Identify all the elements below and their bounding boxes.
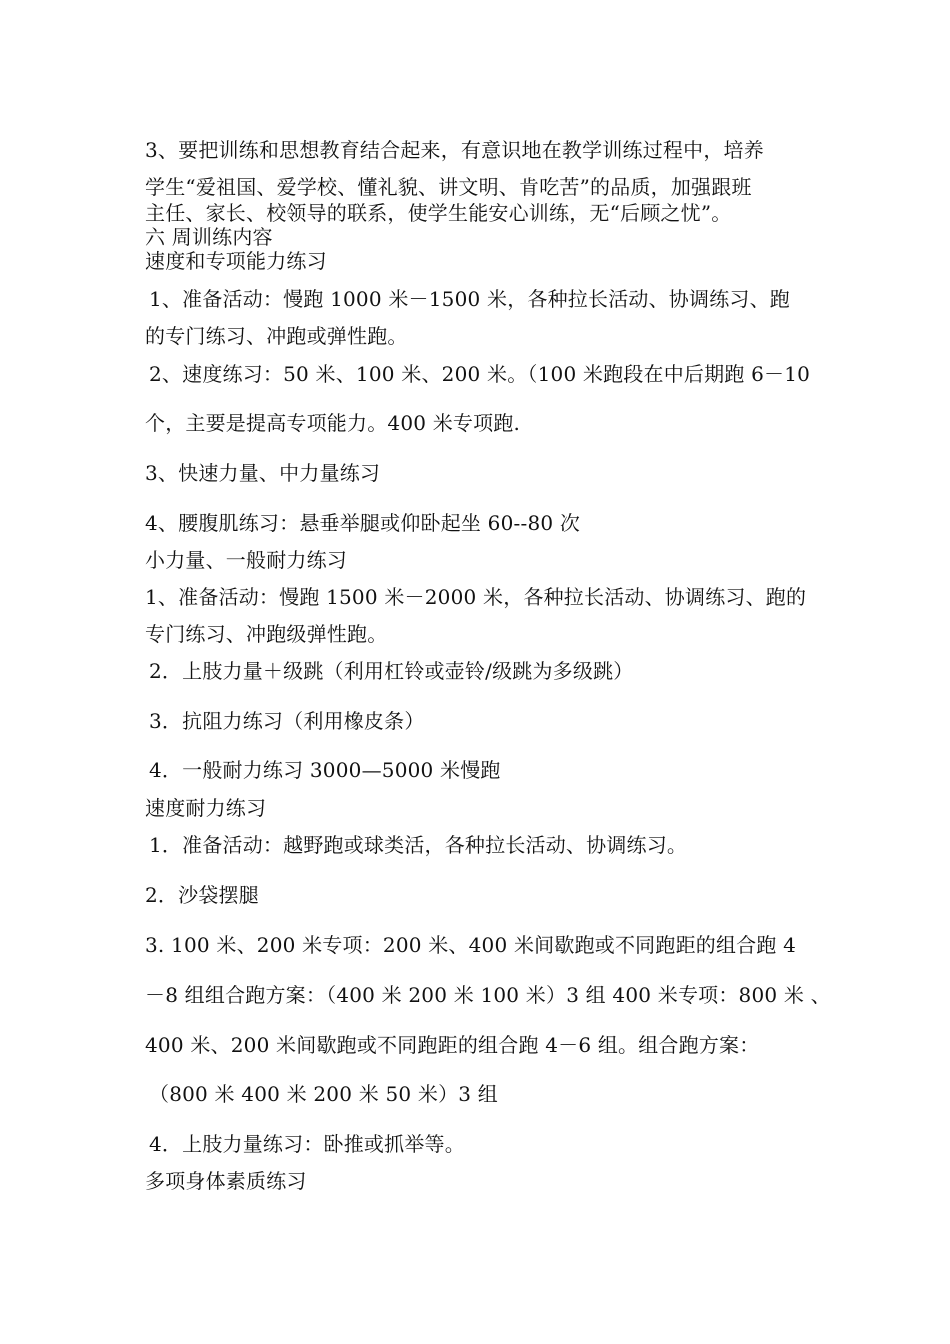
subsection-heading: 速度和专项能力练习: [145, 249, 327, 273]
list-item-continuation: 的专门练习、冲跑或弹性跑。: [145, 324, 408, 348]
list-item-continuation: （800 米 400 米 200 米 50 米）3 组: [149, 1082, 498, 1106]
paragraph-line: 3、要把训练和思想教育结合起来，有意识地在教学训练过程中，培养: [145, 138, 764, 162]
list-item: 1、准备活动：慢跑 1500 米－2000 米，各种拉长活动、协调练习、跑的: [145, 585, 807, 609]
list-item-continuation: 专门练习、冲跑级弹性跑。: [145, 622, 388, 646]
list-item: 3．抗阻力练习（利用橡皮条）: [149, 709, 425, 733]
subsection-heading: 小力量、一般耐力练习: [145, 548, 347, 572]
list-item: 4．一般耐力练习 3000—5000 米慢跑: [149, 758, 501, 782]
list-item-continuation: 个，主要是提高专项能力。400 米专项跑.: [145, 411, 521, 435]
list-item: 3. 100 米、200 米专项：200 米、400 米间歇跑或不同跑距的组合跑 4: [145, 933, 797, 957]
list-item: 4、腰腹肌练习：悬垂举腿或仰卧起坐 60--80 次: [145, 511, 581, 535]
section-heading: 六 周训练内容: [145, 225, 273, 249]
list-item: 2．上肢力量＋级跳（利用杠铃或壶铃/级跳为多级跳）: [149, 659, 634, 683]
subsection-heading: 速度耐力练习: [145, 796, 267, 820]
list-item: 2．沙袋摆腿: [145, 883, 259, 907]
list-item: 1．准备活动：越野跑或球类活，各种拉长活动、协调练习。: [149, 833, 688, 857]
list-item: 1、准备活动：慢跑 1000 米－1500 米，各种拉长活动、协调练习、跑: [149, 287, 790, 311]
list-item: 3、快速力量、中力量练习: [145, 461, 381, 485]
subsection-heading: 多项身体素质练习: [145, 1169, 307, 1193]
paragraph-line: 主任、家长、校领导的联系，使学生能安心训练，无“后顾之忧”。: [145, 201, 732, 225]
list-item-continuation: 400 米、200 米间歇跑或不同跑距的组合跑 4－6 组。组合跑方案：: [145, 1033, 760, 1057]
list-item: 4．上肢力量练习：卧推或抓举等。: [149, 1132, 465, 1156]
paragraph-line: 学生“爱祖国、爱学校、懂礼貌、讲文明、肯吃苦”的品质，加强跟班: [145, 175, 752, 199]
list-item-continuation: －8 组组合跑方案：（400 米 200 米 100 米）3 组 400 米专项：800 米 、: [145, 983, 831, 1007]
list-item: 2、速度练习：50 米、100 米、200 米。（100 米跑段在中后期跑 6－10: [149, 362, 811, 386]
